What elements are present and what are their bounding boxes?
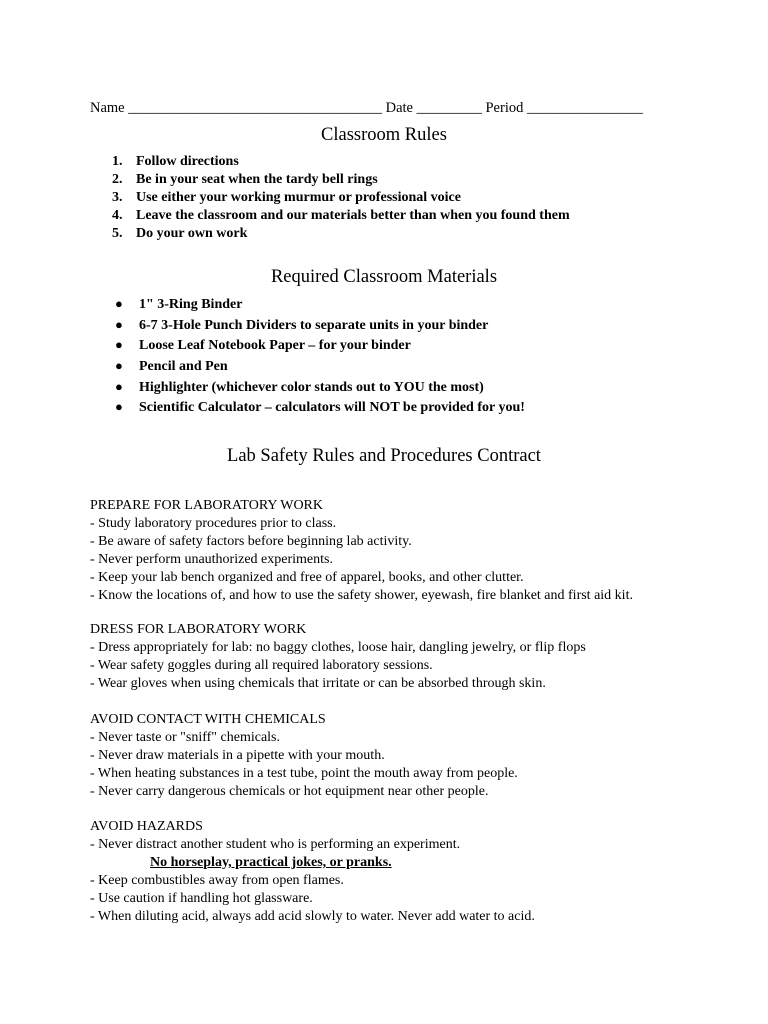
bullet-icon: ●	[115, 378, 123, 394]
materials-heading: Required Classroom Materials	[270, 267, 498, 287]
material-item	[115, 397, 525, 418]
rule-number: 5.	[112, 226, 123, 241]
section-line: - Never distract another student who is performing an experiment.	[90, 837, 461, 852]
material-text: 1" 3-Ring Binder	[139, 297, 243, 312]
rule-number: 4.	[112, 208, 123, 223]
rule-text: Leave the classroom and our materials better than when you found them	[136, 208, 570, 223]
classroom-rules-heading: Classroom Rules	[321, 125, 447, 145]
section-line: - Study laboratory procedures prior to class.	[90, 516, 337, 531]
rule-text: Be in your seat when the tardy bell rings	[136, 172, 378, 187]
section-line: - Keep your lab bench organized and free of apparel, books, and other clutter.	[90, 570, 524, 585]
material-item	[115, 356, 525, 377]
section-title: AVOID HAZARDS	[90, 819, 203, 834]
rule-item	[112, 207, 570, 225]
bullet-icon: ●	[115, 316, 123, 332]
no-horseplay-emphasis: No horseplay, practical jokes, or pranks.	[150, 855, 392, 870]
rule-item	[112, 171, 570, 189]
bullet-icon: ●	[115, 399, 123, 415]
section-line: - Never carry dangerous chemicals or hot equipment near other people.	[90, 784, 489, 799]
materials-list	[115, 294, 525, 418]
section-line: - Wear safety goggles during all required laboratory sessions.	[90, 658, 433, 673]
material-item	[115, 294, 525, 315]
section-line: - When diluting acid, always add acid slowly to water. Never add water to acid.	[90, 909, 535, 924]
section-title: DRESS FOR LABORATORY WORK	[90, 622, 307, 637]
rule-number: 3.	[112, 190, 123, 205]
rule-text: Do your own work	[136, 226, 248, 241]
section-line: - Never draw materials in a pipette with your mouth.	[90, 748, 385, 763]
section-avoid-hazards	[90, 818, 535, 926]
section-line: - Never perform unauthorized experiments.	[90, 552, 333, 567]
section-line: - Dress appropriately for lab: no baggy clothes, loose hair, dangling jewelry, or flip flops	[90, 640, 586, 655]
rule-number: 1.	[112, 154, 123, 169]
material-text: Highlighter (whichever color stands out to YOU the most)	[139, 379, 484, 395]
section-avoid-contact	[90, 711, 518, 801]
material-item	[115, 315, 525, 336]
bullet-icon: ●	[115, 296, 123, 311]
material-text: Pencil and Pen	[139, 359, 228, 375]
bullet-icon: ●	[115, 337, 123, 353]
material-text: Scientific Calculator – calculators will NOT be provided for you!	[139, 400, 525, 416]
section-prepare	[90, 497, 633, 605]
material-item	[115, 377, 525, 398]
rule-text: Follow directions	[136, 154, 239, 169]
rule-item	[112, 225, 570, 243]
bullet-icon: ●	[115, 358, 123, 374]
section-title: PREPARE FOR LABORATORY WORK	[90, 498, 324, 513]
classroom-rules-list	[112, 153, 570, 243]
section-line: - Be aware of safety factors before beginning lab activity.	[90, 534, 412, 549]
rule-item	[112, 189, 570, 207]
section-line: - Use caution if handling hot glassware.	[90, 891, 313, 906]
rule-item	[112, 153, 570, 171]
lab-contract-heading: Lab Safety Rules and Procedures Contract	[227, 446, 541, 466]
material-item	[115, 335, 525, 356]
section-title: AVOID CONTACT WITH CHEMICALS	[90, 712, 326, 727]
rule-number: 2.	[112, 172, 123, 187]
section-line: - Never taste or "sniff" chemicals.	[90, 730, 280, 745]
material-text: 6-7 3-Hole Punch Dividers to separate units in your binder	[139, 317, 489, 333]
name-date-period-line: Name ___________________________________ Date _________ Period ________________	[90, 100, 643, 116]
section-line: - Keep combustibles away from open flames.	[90, 873, 344, 888]
section-line: - Wear gloves when using chemicals that irritate or can be absorbed through skin.	[90, 676, 546, 691]
section-line: - Know the locations of, and how to use the safety shower, eyewash, fire blanket and first aid kit.	[90, 588, 633, 603]
section-line: - When heating substances in a test tube, point the mouth away from people.	[90, 766, 518, 781]
section-dress	[90, 621, 586, 693]
material-text: Loose Leaf Notebook Paper – for your binder	[139, 338, 411, 354]
rule-text: Use either your working murmur or professional voice	[136, 190, 461, 205]
